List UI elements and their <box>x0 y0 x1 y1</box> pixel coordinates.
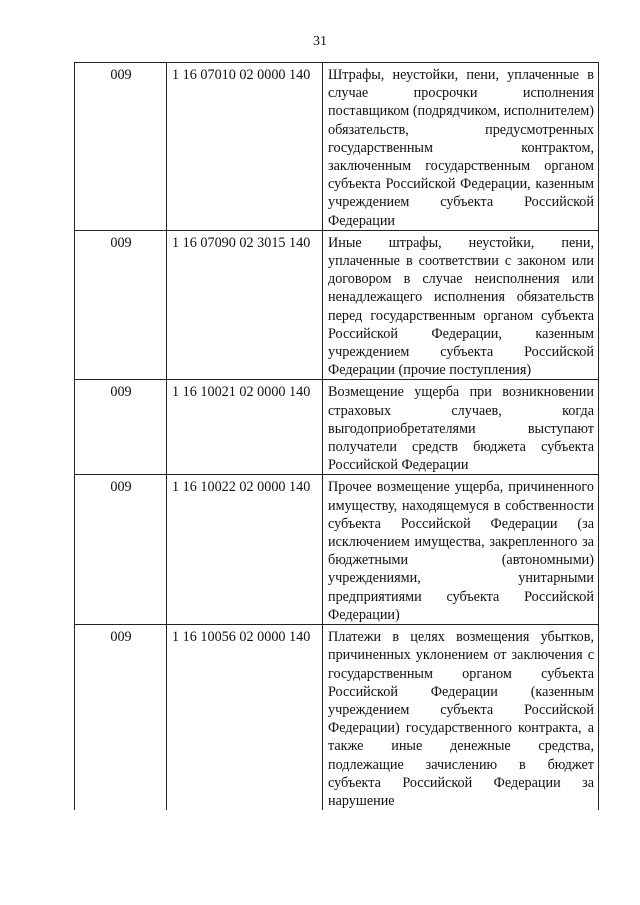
description-cell: Возмещение ущерба при возникновении страховых случаев, когда выгодоприобретателями выступают получатели средств бюджета субъекта Российской Федерации <box>323 380 599 475</box>
kbk-code-cell: 1 16 07090 02 3015 140 <box>167 230 323 380</box>
admin-code-cell: 009 <box>75 230 167 380</box>
kbk-code-cell: 1 16 10021 02 0000 140 <box>167 380 323 475</box>
admin-code-cell: 009 <box>75 475 167 625</box>
page-number: 31 <box>313 34 327 49</box>
kbk-code-cell: 1 16 10056 02 0000 140 <box>167 625 323 811</box>
table-row <box>75 63 599 231</box>
revenue-codes-table <box>74 62 599 810</box>
table-row <box>75 475 599 625</box>
table-row <box>75 230 599 380</box>
description-cell: Штрафы, неустойки, пени, уплаченные в случае просрочки исполнения поставщиком (подрядчиком, исполнителем) обязательств, предусмотренных государственным контрактом, заключенным государственным органом субъекта Российской Федерации, казенным учреждением субъекта Российской Федерации <box>323 63 599 231</box>
description-cell: Иные штрафы, неустойки, пени, уплаченные в соответствии с законом или договором в случае неисполнения или ненадлежащего исполнения обязательств перед государственным органом субъекта Российской Федерации, казенным учреждением субъекта Российской Федерации (прочие поступления) <box>323 230 599 380</box>
description-cell: Прочее возмещение ущерба, причиненного имуществу, находящемуся в собственности субъекта Российской Федерации (за исключением имущества, закрепленного за бюджетными (автономными) учреждениями, унитарными предприятиями субъекта Российской Федерации) <box>323 475 599 625</box>
admin-code-cell: 009 <box>75 380 167 475</box>
kbk-code-cell: 1 16 10022 02 0000 140 <box>167 475 323 625</box>
kbk-code-cell: 1 16 07010 02 0000 140 <box>167 63 323 231</box>
description-cell: Платежи в целях возмещения убытков, причиненных уклонением от заключения с государственным органом субъекта Российской Федерации (казенным учреждением субъекта Российской Федерации) государственного контракта, а также иные денежные средства, подлежащие зачислению в бюджет субъекта Российской Федерации за нарушение <box>323 625 599 811</box>
admin-code-cell: 009 <box>75 625 167 811</box>
table-row <box>75 380 599 475</box>
admin-code-cell: 009 <box>75 63 167 231</box>
table-row <box>75 625 599 811</box>
